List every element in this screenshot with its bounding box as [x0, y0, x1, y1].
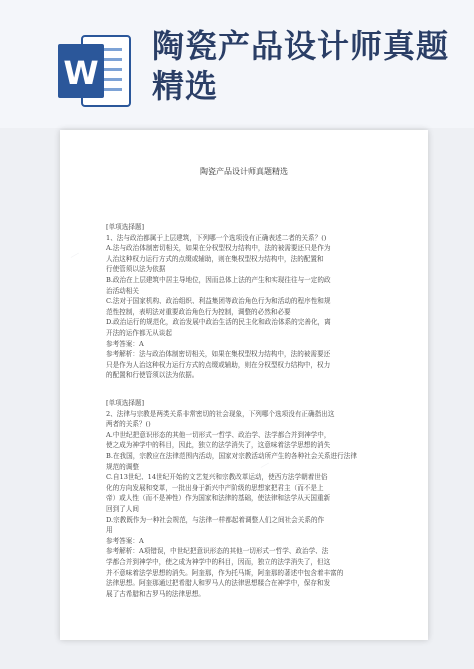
- document-line: C.自13世纪、14世纪开始的文艺复兴和宗教改革运动，使西方法学朝着世俗: [106, 473, 328, 482]
- document-line: [单项选择题]: [106, 399, 145, 407]
- watermark: —: [67, 248, 83, 263]
- header: [0, 0, 474, 128]
- document-line: 回到了人间: [106, 504, 139, 513]
- document-line: 两者的关系？(): [106, 420, 151, 429]
- document-line: B.在我国，宗教应在法律范围内活动，国家对宗教活动所产生的各种社会关系进行法律: [106, 451, 357, 460]
- document-title-banner: 陶瓷产品设计师真题精选: [152, 27, 450, 105]
- document-line: B.政治在上层建筑中居主导地位，因而总体上法的产生和实现往往与一定的政: [106, 275, 331, 284]
- document-line: 使之成为神学中的科目，因此，独立的法学消失了，这意味着法学思想的消失: [106, 441, 331, 450]
- document-line: 参考答案：A: [106, 339, 144, 348]
- document-line: D.政治运行的规范化，政治发展中政治生活的民主化和政治体系的完善化，离: [106, 318, 331, 327]
- watermark: —: [257, 458, 273, 473]
- document-line: 的配置和行使管须以法为依据。: [106, 371, 199, 380]
- document-line: 开法的运作都无从谈起: [106, 328, 172, 337]
- document-line: 规范的调整: [106, 462, 139, 471]
- question-block-1: [106, 222, 388, 381]
- svg-text:W: W: [63, 54, 99, 92]
- document-line: 只是作为人治这种权力运行方式的点缀或辅助，则在分权型权力结构中，权力: [106, 360, 331, 369]
- document-line: 1、法与政治都属于上层建筑，下列哪一个选项没有正确表述二者的关系？(): [106, 233, 327, 242]
- document-line: 行使管须以法为依据: [106, 265, 166, 274]
- document-line: 治活动相关: [106, 286, 139, 295]
- document-line: 化的方向发展和变革，一批出身于新兴中产阶级的思想家把君主（而不是上: [106, 483, 324, 492]
- document-line: 参考解析：A项错误，中世纪把意识形态的其他一切形式一哲学、政治学、法: [106, 547, 329, 556]
- document-line: 展了古希腊和古罗马的法律思想。: [106, 589, 205, 598]
- document-line: A.法与政治体制密切相关，如果在分权型权力结构中，法的被需要还只是作为: [106, 244, 331, 253]
- word-document-icon: [56, 28, 132, 114]
- document-line: 范性控制，表明法对重要政治角色行为控制，调整的必然和必要: [106, 307, 291, 316]
- document-line: 人治这种权力运行方式的点缀或辅助，则在集权型权力结构中，法的配置和: [106, 254, 324, 263]
- document-line: 参考解析：法与政治体制密切相关，如果在集权型权力结构中，法的被需要还: [106, 350, 331, 359]
- document-line: 并不意味着法学思想的消失。阿奎那，作为托马斯，阿奎那的著述中包含着丰富的: [106, 568, 344, 577]
- document-line: C.法对于国家机构、政治组织、利益集团等政治角色行为和活动的程序性和规: [106, 297, 331, 306]
- question-block-2: [106, 398, 388, 599]
- document-line: A.中世纪把意识形态的其他一切形式一哲学、政治学、法学都合并到神学中，: [106, 430, 331, 439]
- document-line: 法律思想。阿奎那通过把希腊人和罗马人的法律思想糅合在神学中，保存和发: [106, 579, 331, 588]
- page-title: 陶瓷产品设计师真题精选: [200, 167, 288, 176]
- document-line: 帝）或人性（而不是神性）作为国家和法律的基础，使法律和法学从天国重新: [106, 494, 331, 503]
- document-line: D.宗教既作为一种社会规范，与法律一样都起着调整人们之间社会关系的作: [106, 515, 325, 524]
- document-line: 学都合并到神学中，使之成为神学中的科目，因而，独立的法学消失了，但这: [106, 557, 331, 566]
- document-line: [单项选择题]: [106, 223, 145, 231]
- document-line: 参考答案：A: [106, 536, 144, 545]
- document-line: 2、法律与宗教是两类关系非常密切的社会现象，下列哪个选项没有正确指出这: [106, 409, 335, 418]
- document-line: 用: [106, 526, 113, 535]
- document-page: [60, 130, 428, 640]
